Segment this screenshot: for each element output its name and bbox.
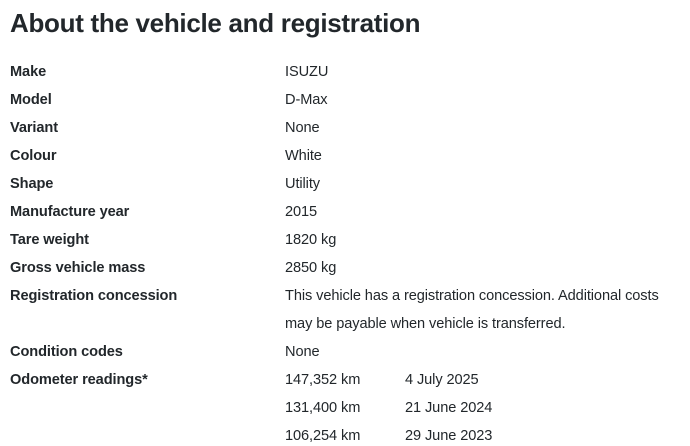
detail-value: 2850 kg [285, 260, 337, 276]
detail-label: Model [10, 92, 52, 108]
detail-row-manufacture-year [10, 198, 680, 226]
odometer-reading-row [285, 394, 680, 422]
detail-value: ISUZU [285, 64, 329, 80]
detail-label: Variant [10, 120, 58, 136]
detail-row-registration-concession [10, 282, 680, 338]
detail-value: Utility [285, 176, 320, 192]
odometer-date: 21 June 2024 [405, 400, 493, 416]
detail-row-tare-weight [10, 226, 680, 254]
vehicle-details-list [10, 58, 680, 446]
detail-value: None [285, 344, 320, 360]
detail-value: D-Max [285, 92, 328, 108]
detail-row-model [10, 86, 680, 114]
detail-row-make [10, 58, 680, 86]
detail-label: Shape [10, 176, 54, 192]
detail-label: Gross vehicle mass [10, 260, 146, 276]
detail-row-variant [10, 114, 680, 142]
detail-label: Colour [10, 148, 57, 164]
odometer-date: 29 June 2023 [405, 428, 493, 444]
detail-row-condition-codes [10, 338, 680, 366]
detail-label: Odometer readings* [10, 372, 148, 388]
detail-row-gross-vehicle-mass [10, 254, 680, 282]
detail-row-odometer-readings [10, 366, 680, 446]
detail-label: Manufacture year [10, 204, 130, 220]
detail-value: 2015 [285, 204, 318, 220]
detail-row-colour [10, 142, 680, 170]
odometer-date: 4 July 2025 [405, 372, 479, 388]
odometer-km: 147,352 km [285, 372, 361, 388]
detail-value: This vehicle has a registration concession. Additional costs may be payable when vehicle is transferred. [285, 288, 659, 332]
page-title: About the vehicle and registration [10, 8, 421, 38]
odometer-reading-row [285, 422, 680, 446]
odometer-km: 106,254 km [285, 428, 361, 444]
detail-label: Tare weight [10, 232, 89, 248]
odometer-km: 131,400 km [285, 400, 361, 416]
detail-value: 1820 kg [285, 232, 337, 248]
detail-value: None [285, 120, 320, 136]
detail-label: Condition codes [10, 344, 123, 360]
detail-row-shape [10, 170, 680, 198]
odometer-reading-row [285, 366, 680, 394]
detail-label: Registration concession [10, 288, 178, 304]
detail-label: Make [10, 64, 47, 80]
odometer-readings-list [285, 366, 680, 446]
detail-value: White [285, 148, 322, 164]
